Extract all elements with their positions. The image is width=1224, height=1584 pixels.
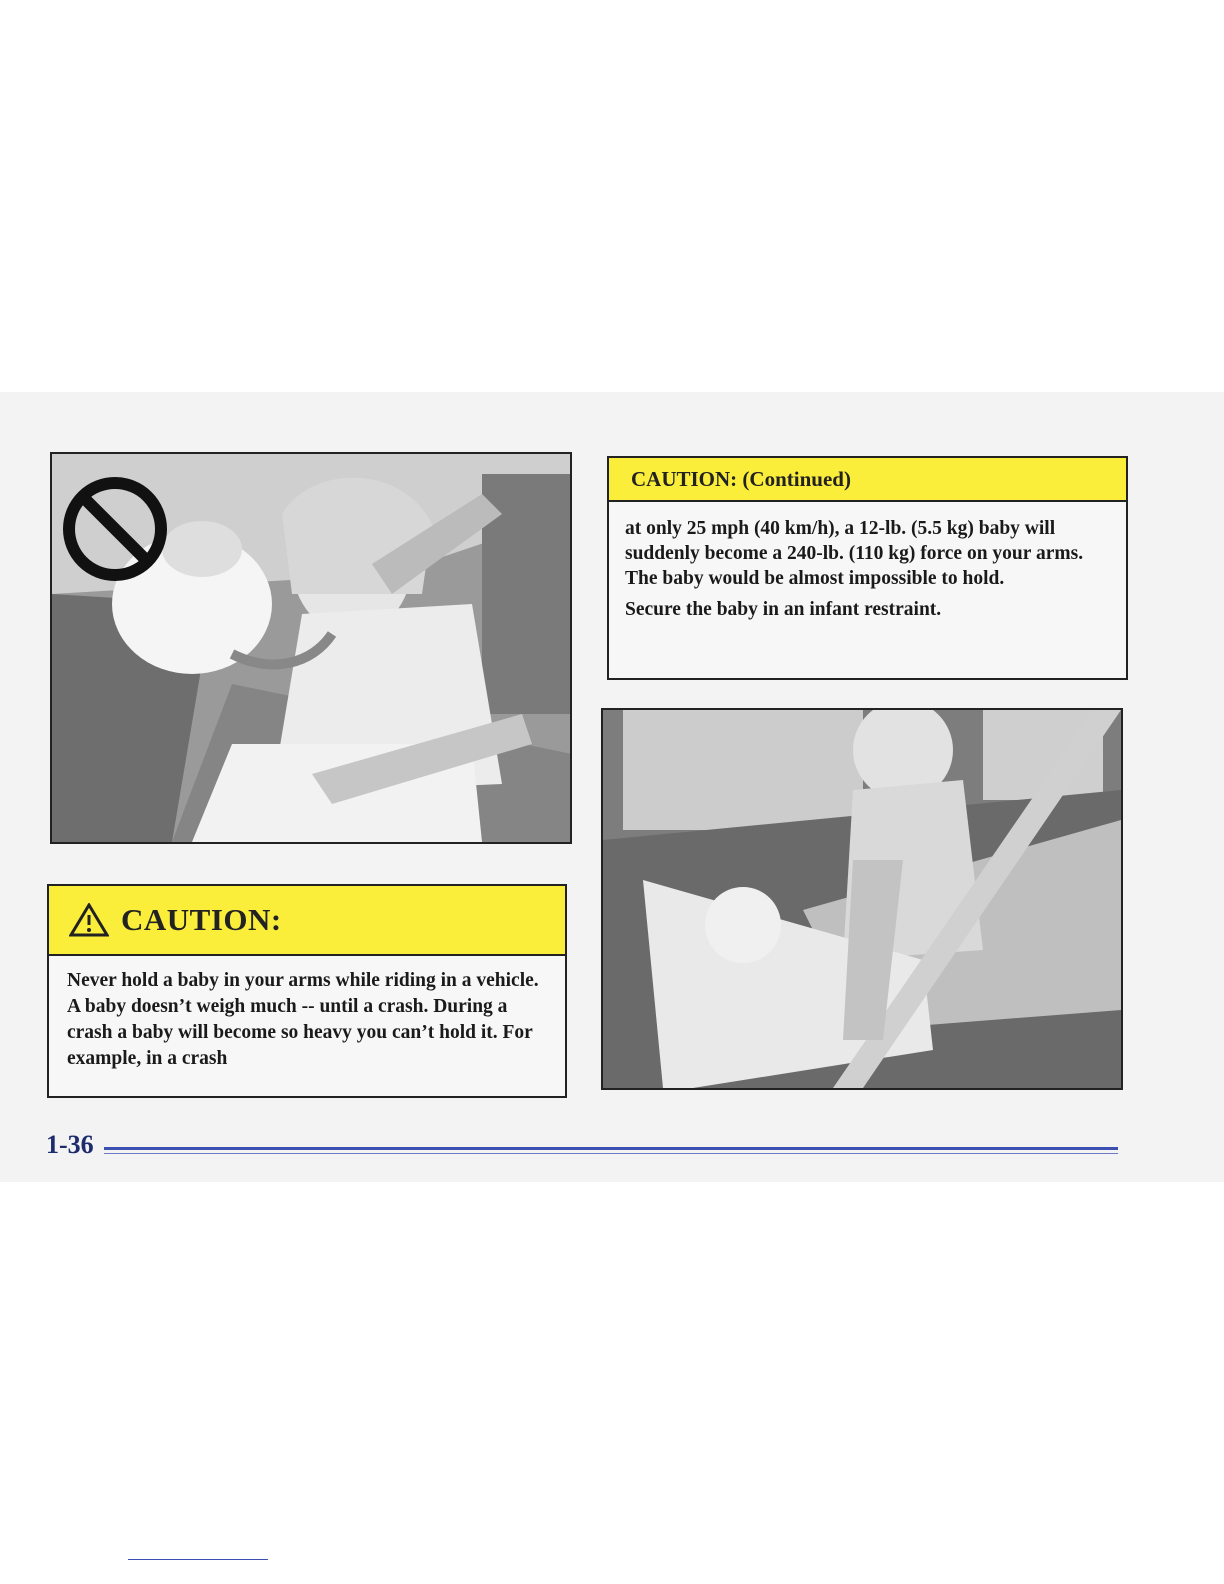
illustration-infant-restraint — [601, 708, 1123, 1090]
caution-title: CAUTION: — [121, 902, 282, 937]
caution-header — [49, 886, 565, 956]
caution-continued-paragraph-2: Secure the baby in an infant restraint. — [625, 599, 942, 620]
illustration-holding-baby — [50, 452, 572, 844]
footer-rule — [104, 1147, 1118, 1150]
caution-continued-body — [609, 502, 1126, 642]
caution-continued-paragraph-1: at only 25 mph (40 km/h), a 12-lb. (5.5 kg) baby will suddenly become a 240-lb. (110 kg) force on your arms. The baby would be almost impossible to hold. — [625, 518, 1084, 589]
caution-continued-header: CAUTION: (Continued) — [609, 458, 1126, 502]
caution-box — [47, 884, 567, 1098]
no-symbol-icon — [60, 474, 170, 584]
warning-triangle-icon — [69, 903, 109, 937]
page-number: 1-36 — [46, 1130, 94, 1159]
bottom-rule — [128, 1559, 268, 1560]
caution-continued-box — [607, 456, 1128, 680]
caution-body: Never hold a baby in your arms while riding in a vehicle. A baby doesn’t weigh much -- until a crash. During a crash a baby will become so heavy you can’t hold it. For example, in a crash — [67, 970, 539, 1069]
footer-rule-thin — [104, 1153, 1118, 1154]
